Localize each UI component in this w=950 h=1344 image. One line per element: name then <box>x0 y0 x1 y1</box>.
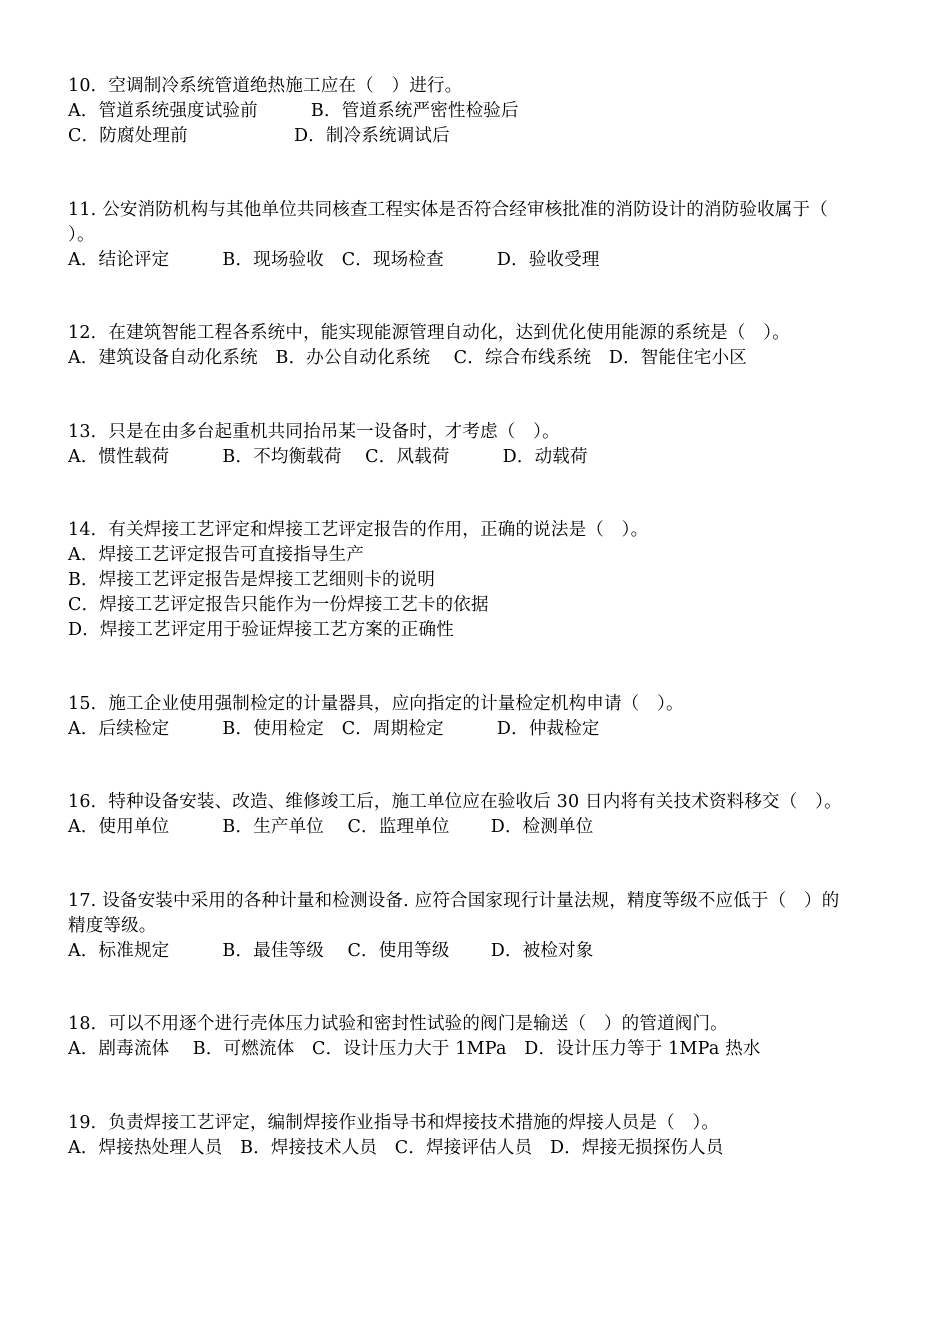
question-11-options: A．结论评定 B．现场验收 C．现场检查 D．验收受理 <box>68 250 600 270</box>
question-14-option-d: D．焊接工艺评定用于验证焊接工艺方案的正确性 <box>68 620 454 640</box>
question-13-stem: 13．只是在由多台起重机共同抬吊某一设备时，才考虑（ ）。 <box>68 422 560 442</box>
question-10-options-ab: A．管道系统强度试验前 B．管道系统严密性检验后 <box>68 101 519 121</box>
question-15-stem: 15．施工企业使用强制检定的计量器具，应向指定的计量检定机构申请（ ）。 <box>68 694 684 714</box>
question-14-option-b: B．焊接工艺评定报告是焊接工艺细则卡的说明 <box>68 570 436 590</box>
question-11-stem-cont: ）。 <box>68 225 95 245</box>
question-16-options: A．使用单位 B．生产单位 C．监理单位 D．检测单位 <box>68 817 594 837</box>
question-14-stem: 14．有关焊接工艺评定和焊接工艺评定报告的作用，正确的说法是（ ）。 <box>68 520 649 540</box>
question-10-options-cd: C．防腐处理前 D．制冷系统调试后 <box>68 126 450 146</box>
question-13-options: A．惯性载荷 B．不均衡载荷 C．风载荷 D．动载荷 <box>68 447 588 467</box>
question-19-options: A．焊接热处理人员 B．焊接技术人员 C．焊接评估人员 D．焊接无损探伤人员 <box>68 1138 724 1158</box>
question-14-option-a: A．焊接工艺评定报告可直接指导生产 <box>68 545 365 565</box>
question-16-stem: 16．特种设备安装、改造、维修竣工后，施工单位应在验收后 30 日内将有关技术资料移交（ ）。 <box>68 792 842 812</box>
question-17-stem: 17. 设备安装中采用的各种计量和检测设备. 应符合国家现行计量法规，精度等级不应低于（ ）的 <box>68 891 840 911</box>
question-18-options: A．剧毒流体 B．可燃流体 C．设计压力大于 1MPa D．设计压力等于 1MPa 热水 <box>68 1039 761 1059</box>
question-18-stem: 18．可以不用逐个进行壳体压力试验和密封性试验的阀门是输送（ ）的管道阀门。 <box>68 1014 728 1034</box>
question-17-options: A．标准规定 B．最佳等级 C．使用等级 D．被检对象 <box>68 941 594 961</box>
question-12-stem: 12．在建筑智能工程各系统中，能实现能源管理自动化，达到优化使用能源的系统是（ ）。 <box>68 323 790 343</box>
question-19-stem: 19．负责焊接工艺评定，编制焊接作业指导书和焊接技术措施的焊接人员是（ ）。 <box>68 1113 720 1133</box>
question-10-stem: 10．空调制冷系统管道绝热施工应在（ ）进行。 <box>68 76 463 96</box>
question-11-stem: 11. 公安消防机构与其他单位共同核查工程实体是否符合经审核批准的消防设计的消防验收属于（ <box>68 200 828 220</box>
question-15-options: A．后续检定 B．使用检定 C．周期检定 D．仲裁检定 <box>68 719 600 739</box>
question-17-stem-cont: 精度等级。 <box>68 916 157 936</box>
question-12-options: A．建筑设备自动化系统 B．办公自动化系统 C．综合布线系统 D．智能住宅小区 <box>68 348 747 368</box>
question-14-option-c: C．焊接工艺评定报告只能作为一份焊接工艺卡的依据 <box>68 595 489 615</box>
